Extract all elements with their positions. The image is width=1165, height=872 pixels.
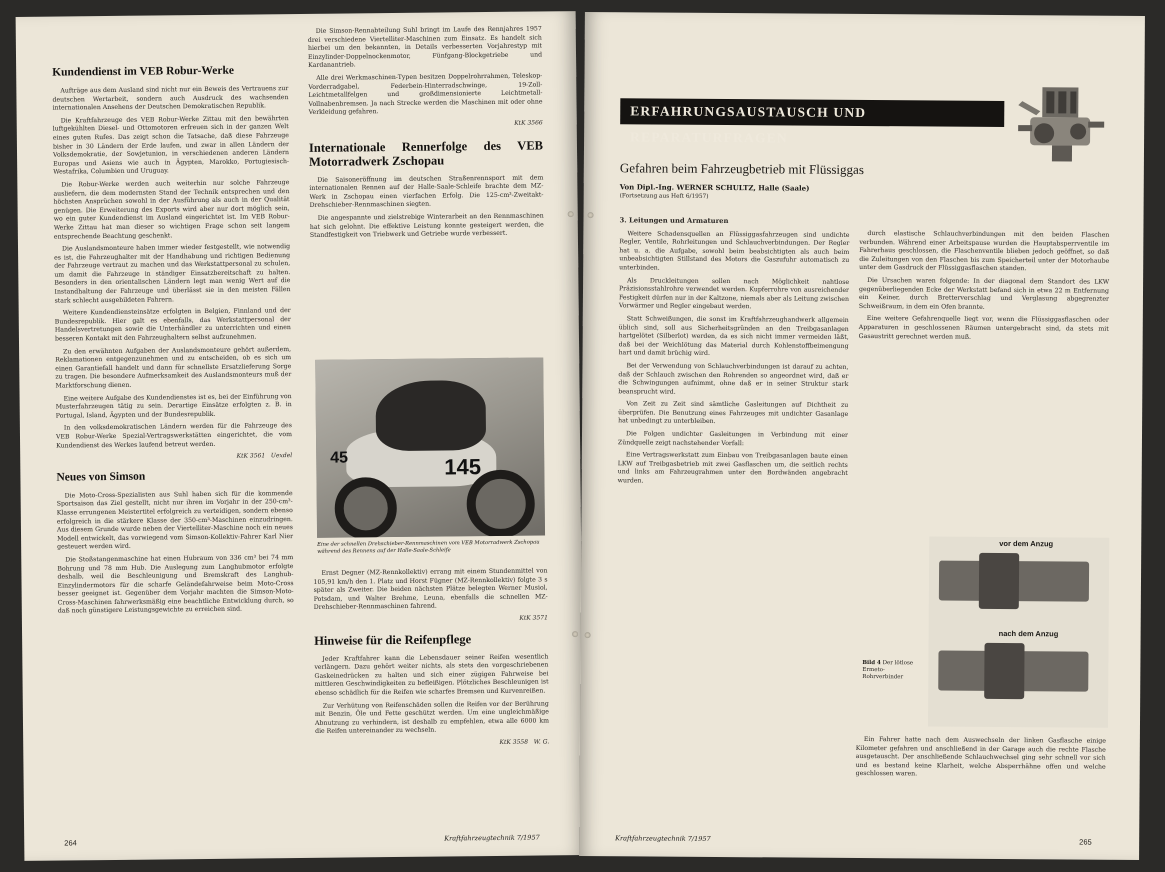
paragraph: Zur Verhütung von Reifenschäden sollen die Reifen vor der Berührung mit Benzin, Öle und Fette geschützt werden. Um eine ungleichmäßige Abnutzung zu verhindern, ist deshalb zu empfehlen, etwa alle 6000 km die Reifen untereinander zu wechseln. (314, 699, 550, 736)
figure-caption (862, 660, 924, 681)
page-number-left: 264 (64, 838, 77, 848)
paragraph: Die Stoßstangenmaschine hat einen Hubraum von 336 cm³ bei 74 mm Bohrung und 78 mm Hub. Die Auslegung zum Langhubmotor erfolgte deshalb, weil die Beschleunigung und Bremskraft des Langhub-Einzylindermotors für die scharfe Geländefahrweise beim Moto-Cross besser geeignet ist. Gegenüber dem Vorjahr machten die Simson-Moto-Cross-Maschinen fahrwerksmäßig eine beachtliche Entwicklung durch, so daß noch günstigere Leistungsgewichte zu erreichen sind. (57, 553, 294, 616)
reference-code: KtK 3571 (519, 614, 548, 622)
figure-label-before: vor dem Anzug (999, 538, 1054, 549)
article-reference (314, 614, 548, 625)
article-reference (56, 452, 292, 463)
photo-caption: Eine der schnellen Drehschieber-Rennmaschinen vom VEB Motorradwerk Zschopau während des Rennens auf der Halle-Saale-Schleife (317, 539, 540, 555)
section-heading: 3. Leitungen und Armaturen (619, 216, 729, 226)
left-column-2-lower (313, 567, 549, 757)
article-title-robur: Kundendienst im VEB Robur-Werke (52, 64, 235, 79)
article-byline: Von Dipl.-Ing. WERNER SCHULTZ, Halle (Saale) (619, 182, 810, 193)
article-title-tyres: Hinweise für die Reifenpflege (314, 631, 472, 648)
paragraph: Ein Fahrer hatte nach dem Auswechseln der linken Gasflasche einige Kilometer gefahren und anschließend in der Garage auch die rechte Flasche ausgetauscht. Der anschließende Schlauchwechsel ging sehr schnell vor sich und es bestand keine Klarheit, welche Absperrhähne offen und welche geschlossen waren. (855, 736, 1106, 778)
footer-journal: Kraftfahrzeugtechnik 7/1957 (615, 834, 711, 843)
paragraph: Statt Schweißungen, die sonst im Kraftfahrzeughandwerk allgemein üblich sind, soll aus Sicherheitsgründen an den Treibgasanlagen hartgelötet (Silberlot) werden, da es sich nicht immer vermeiden läßt, daß bei der Weichlötung das Material durch Kohlenstoffbeimengung hart und damit brüchig wird. (618, 315, 849, 358)
article-reference (309, 119, 543, 130)
reference-code: KtK 3566 (514, 119, 543, 127)
race-number: 145 (444, 454, 482, 480)
page-number-right: 265 (1079, 837, 1092, 847)
reference-code: KtK 3558 (499, 738, 529, 746)
fitting-nut (979, 553, 1019, 609)
paragraph: Als Druckleitungen sollen nach Möglichkeit nahtlose Präzisionsstahlrohre verwendet werden. Kupferrohre von ausreichender Festigkeit dürfen nur in der Kaltzone, niemals aber als Leitung zwischen Vorwärmer und Regler eingebaut werden. (618, 276, 850, 311)
article-header (620, 160, 1040, 202)
left-column-1 (52, 64, 294, 621)
section-banner: ERFAHRUNGSAUSTAUSCH UND REPARATURFRAGEN (620, 98, 1004, 127)
right-column-2-bottom (856, 736, 1106, 785)
staple-hole (572, 631, 578, 637)
staple-hole (568, 211, 574, 217)
engine-icon (1012, 81, 1109, 168)
paragraph: Die Simson-Rennabteilung Suhl bringt im Laufe des Rennjahres 1957 drei verschiedene Viertelliter-Maschinen zum Einsatz. Es handelt sich hierbei um den bekannten, in Details verbesserten Vorjahrestyp mit Einzylinder-Doppelnockenmotor, Fünfgang-Blockgetriebe und Kardanantrieb. (307, 25, 543, 70)
paragraph: Eine weitere Gefahrenquelle liegt vor, wenn die Flüssiggasflaschen oder Apparaturen in geschlossenen Räumen untergebracht sind, da stets mit Gasaustritt gerechnet werden muß. (858, 315, 1109, 341)
figure-label-after: nach dem Anzug (998, 628, 1059, 639)
right-column-2 (859, 230, 1110, 347)
paragraph: Die Kraftfahrzeuge des VEB Robur-Werke Zittau mit den bewährten luftgekühlten Diesel- und Ottomotoren erfreuen sich in der ganzen Welt eines guten Rufes. Das zeigt schon die Tatsache, daß diese Fahrzeuge bisher in 30 Ländern der Erde laufen, und zwar in allen Ländern der Volksdemokratie, der Sowjetunion, in verschiedenen anderen Ländern Europas und Asiens wie auch in Ägypten, Marokko, Portugiesisch-Westafrika, Columbien und Uruguay. (52, 114, 290, 176)
side-race-number: 45 (330, 449, 349, 467)
paragraph: In den volksdemokratischen Ländern werden für die Fahrzeuge des VEB Robur-Werke Spezial-Vertragswerkstätten eingerichtet, die vom Kundendienst des Werkes laufend betreut werden. (55, 422, 293, 450)
figure-caption-text: Der lötlose Ermeto-Rohrverbinder (862, 660, 914, 681)
paragraph: Ernst Degner (MZ-Rennkollektiv) errang mit einem Stundenmittel von 105,91 km/h den 1. Platz und Horst Fügner (MZ-Rennkollektiv) folgte 3 s später als Zweiter. Die beiden nächsten Plätze belegten Werner Musiol, Potsdam, und Walter Brehme, Leuna, ebenfalls die schnellen MZ-Drehschieber-Rennmaschinen fahrend. (313, 567, 548, 612)
paragraph: Alle drei Werkmaschinen-Typen besitzen Doppelrohrrahmen, Teleskop-Vorderradgabel, Federbein-Hinterradschwinge, 19-Zoll-Leichtmetallfelgen und großdimensionierte Leichtmetall-Vollnabenbremsen. Ja nach Strecke werden die Maschinen mit oder ohne Verkleidung gefahren. (308, 72, 543, 117)
paragraph: Zu den erwähnten Aufgaben der Auslandsmonteure gehört außerdem, Reklamationen entgegenzunehmen und zu entscheiden, ob es sich um einen Garantiefall handelt und dann für schnellste Ersatzlieferung Sorge zu tragen. Die besondere Aufmerksamkeit des Auslandsmonteurs muß der Marktforschung dienen. (55, 345, 292, 390)
paragraph: Jeder Kraftfahrer kann die Lebensdauer seiner Reifen wesentlich verlängern. Dazu gehört weiter nichts, als stets den vorgeschriebenen Gaskeinedrücken zu halten und sich einer zügigen Fahrweise bei mittleren Geschwindigkeiten zu befleißigen. Plötzliches Beschleunigen ist ebenso schädlich für die Reifen wie scharfes Bremsen und Kurvenreißen. (314, 652, 549, 697)
author-signature: W. G. (533, 738, 550, 746)
racing-motorcycle-photo (315, 357, 545, 537)
article-title-zschopau: Internationale Rennerfolge des VEB Motorradwerk Zschopau (308, 137, 544, 169)
staple-hole (588, 212, 594, 218)
left-page (16, 11, 585, 861)
paragraph: Bei der Verwendung von Schlauchverbindungen ist darauf zu achten, daß der Schlauch zwischen den Rohrenden so angeordnet wird, daß er die Schwingungen aufnimmt, ohne daß er in seiner Struktur stark beansprucht wird. (618, 362, 849, 396)
paragraph: Die Folgen undichter Gasleitungen in Verbindung mit einer Zündquelle zeigt nachstehender Vorfall: (617, 430, 849, 447)
paragraph: Die Saisoneröffnung im deutschen Straßenrennsport mit dem internationalen Rennen auf der Halle-Saale-Schleife brachte dem MZ-Werk in Zschopau einen vierfachen Erfolg. Die 125-cm³-Zweitakt-Drehschieber-Rennmaschinen siegten. (309, 173, 544, 210)
paragraph: durch elastische Schlauchverbindungen mit den beiden Flaschen verbunden. Während einer Arbeitspause wurden die Hauptabsperrventile im Fahrerhaus geschlossen, die Flaschenventile blieben jedoch geöffnet, so daß die Zuleitungen von den Flaschen bis zum Speicherteil unter der Motorhaube unter dem Gasdruck der Flüssiggasflaschen standen. (859, 230, 1110, 273)
paragraph: Die angespannte und zielstrebige Winterarbeit an den Rennmaschinen hat sich gelohnt. Die effektive Leistung konnte gesteigert werden, die Standfestigkeit von Triebwerk und Getriebe wurde verbessert. (309, 212, 544, 239)
paragraph: Die Robur-Werke werden auch weiterhin nur solche Fahrzeuge ausliefern, die dem modernsten Stand der Technik entsprechen und den höchsten Ansprüchen sowohl in der Ausführung als auch in der Qualität genügen. Die Erweiterung des Exports wird aber nur dort möglich sein, wo ein guter Kundendienst im Ausland eingerichtet ist. Im VEB Robur-Werke Zittau hat man dieser so wichtigen Frage schon seit langem entsprechende Beachtung geschenkt. (53, 179, 290, 241)
right-page (579, 12, 1145, 860)
paragraph: Weitere Kundendiensteinsätze erfolgten in Belgien, Finnland und der Bundesrepublik. Hier galt es ebenfalls, das Werkstattpersonal der Handelsvertretungen sowie die Unterhändler zu unterrichten und einen besseren Kontakt mit den Fahrzeughaltern selbst aufzunehmen. (54, 307, 291, 343)
article-title-simson: Neues von Simson (56, 470, 146, 484)
fitting-figure (862, 536, 1109, 727)
right-column-1 (618, 216, 850, 491)
author-signature: Uexdel (270, 452, 293, 460)
paragraph: Eine weitere Aufgabe des Kundendienstes ist es, bei der Einführung von Musterfahrzeugen tätig zu sein. Derartige Einsätze erfolgten z. B. in Portugal, Island, Ägypten und der Bundesrepublik. (55, 392, 292, 420)
fitting-nut (984, 643, 1024, 699)
continuation-note: (Fortsetzung aus Heft 6/1957) (619, 193, 709, 200)
left-column-2 (308, 25, 544, 244)
paragraph: Eine Vertragswerkstatt zum Einbau von Treibgasanlagen baute einen LKW auf Treibgasbetrieb mit zwei Gasflaschen um, die seitlich rechts und links am Fahrzeugrahmen unter den Bordwänden angebracht wurden. (617, 451, 848, 485)
paragraph: Aufträge aus dem Ausland sind nicht nur ein Beweis des Vertrauens zur deutschen Wertarbeit, sondern auch Ausdruck des wachsenden internationalen Ansehens der Deutschen Demokratischen Republik. (52, 85, 289, 112)
paragraph: Die Moto-Cross-Spezialisten aus Suhl haben sich für die kommende Sportsaison das Ziel gestellt, nicht nur ihren im Vorjahr in der 250-cm³-Klasse errungenen Meistertitel erfolgreich zu verteidigen, sondern ebenso erfolgreich in die stärkere Klasse der 350-cm³-Maschinen einzudringen. Aus diesem Grunde wurde neben der Viertelliter-Maschine noch ein neues Modell entwickelt, das vorwiegend vom Simson-Kollektiv-Fahrer Karl Nier gesteuert werden wird. (56, 489, 294, 551)
footer-journal: Kraftfahrzeugtechnik 7/1957 (444, 833, 540, 843)
article-title-flussiggas: Gefahren beim Fahrzeugbetrieb mit Flüssiggas (619, 160, 864, 178)
paragraph: Die Auslandsmonteure haben immer wieder festgestellt, wie notwendig es ist, die Fahrzeughalter mit der Handhabung und richtigen Bedienung der Fahrzeuge vertraut zu machen und das Werkstattpersonal zu schulen, um damit die Fahrzeuge in ständiger Einsatzbereitschaft zu halten. Besonders in den orientalischen Ländern legt man wenig Wert auf die Instandhaltung der Fahrzeuge und überlässt sie in den meisten Fällen stark schlecht ausgebildeten Fahrern. (54, 243, 291, 305)
reference-code: KtK 3561 (236, 452, 266, 460)
paragraph: Die Ursachen waren folgende: In der diagonal dem Standort des LKW gegenüberliegenden Ecke der Werkstatt befand sich in etwa 22 m Entfernung ein Keiner, durch Bretterverschlag und Verglasung abgegrenzter Schweißraum, in dem ein Ofen brannte. (858, 277, 1110, 311)
paragraph: Weitere Schadensquellen an Flüssiggasfahrzeugen sind undichte Regler, Ventile, Rohrleitungen und Schlauchverbindungen. Der Regler hat u. a. die Aufgabe, sowohl beim beabsichtigten als auch beim unbeabsichtigten Stillstand des Motors die Gaszufuhr automatisch zu unterbinden. (619, 229, 850, 272)
figure-number: Bild 4 (862, 660, 881, 667)
paragraph: Von Zeit zu Zeit sind sämtliche Gasleitungen auf Dichtheit zu überprüfen. Die Benutzung eines Fahrzeuges mit undichter Gasanlage hat unbedingt zu unterbleiben. (618, 400, 849, 426)
staple-hole (585, 632, 591, 638)
article-reference (315, 738, 549, 749)
